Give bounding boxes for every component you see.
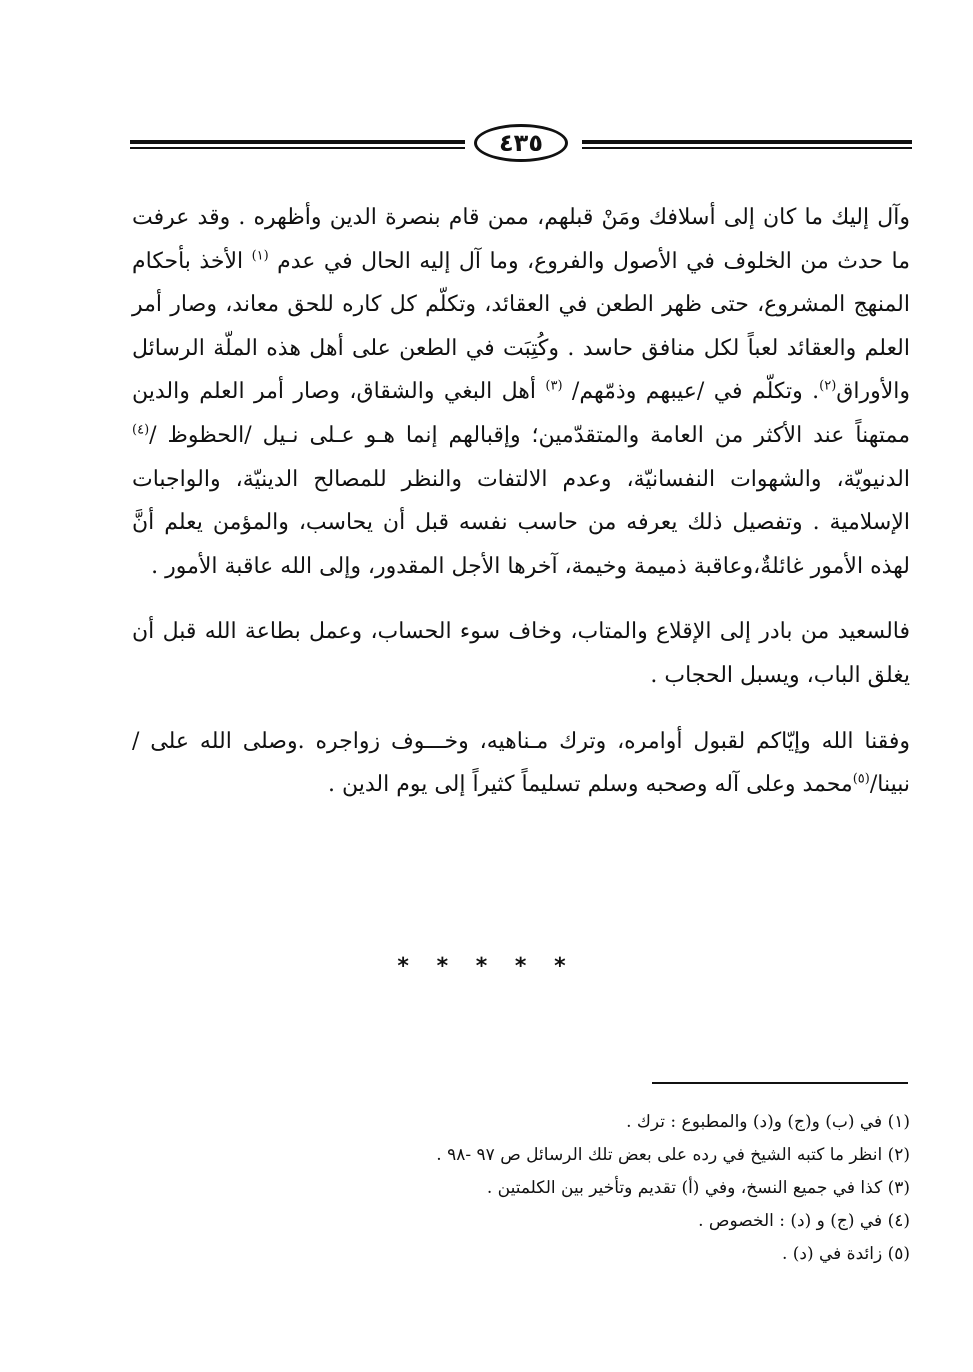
paragraph-1	[132, 196, 910, 588]
footnote-1: (١) في (ب) و(ج) و(د) والمطبوع : ترك .	[626, 1112, 910, 1132]
para1-text-2: الأخذ بأحكام المنهج المشروع، حتى ظهر الطعن في العقائد، وتكلّم كل كاره للحق معاند، وصار أمر العلم والعقائد لعباً لكل منافق حاسد . وكُتِبَت في الطعن على أهل هذه الملّة الرسائل والأوراق	[132, 248, 910, 405]
header-rule-left	[130, 140, 465, 152]
footnote-2: (٢) انظر ما كتبه الشيخ في رده على بعض تلك الرسائل ص ٩٧ -٩٨ .	[436, 1145, 910, 1165]
main-text	[132, 196, 910, 807]
header-rule-right	[582, 140, 912, 152]
footnote-ref-5: (٥)	[852, 771, 870, 787]
para3-text-2: محمد وعلى آله وصحبه وسلم تسليماً كثيراً إلى يوم الدين .	[328, 772, 853, 798]
para1-text-3: . وتكلّم في /عيبهم وذمّهم/	[562, 379, 820, 405]
footnote-rule	[652, 1082, 908, 1084]
para1-text-1: وآل إليك ما كان إلى أسلافك ومَنْ قبلهم، ممن قام بنصرة الدين وأظهره . وقد عرفت ما حدث من الخلوف في الأصول والفروع، وما آل إليه الحال في عدم	[132, 205, 910, 274]
para1-text-4: أهل البغي والشقاق، وصار أمر العلم والدين ممتهناً عند الأكثر من العامة والمتقدّمين؛ وإقبالهم إنما هـو عـلى نـيل /الحظوظ /	[132, 379, 910, 448]
footnote-ref-2: (٢)	[819, 379, 837, 395]
paragraph-2: فالسعيد من بادر إلى الإقلاع والمتاب، وخاف سوء الحساب، وعمل بطاعة الله قبل أن يغلق الباب، ويسبل الحجاب .	[132, 619, 910, 688]
footnotes	[250, 1106, 910, 1271]
footnote-ref-3: (٣)	[545, 379, 563, 395]
footnote-ref-1: (١)	[251, 248, 269, 264]
page-header	[130, 118, 912, 170]
footnote-ref-4: (٤)	[132, 422, 150, 438]
footnote-5: (٥) زائدة في (د) .	[781, 1244, 910, 1264]
paragraph-3	[132, 720, 910, 807]
section-divider: * * * * *	[397, 954, 576, 979]
footnote-4: (٤) في (ج) و (د) : الخصوص .	[698, 1211, 910, 1231]
page-number-frame	[474, 124, 568, 162]
footnote-3: (٣) كذا في جميع النسخ، وفي (أ) تقديم وتأخير بين الكلمتين .	[486, 1178, 910, 1198]
page-number: ٤٣٥	[499, 129, 543, 157]
para1-text-5: الدنيويّة، والشهوات النفسانيّة، وعدم الالتفات والنظر للمصالح الدينيّة، والواجبات الإسلامية . وتفصيل ذلك يعرفه من حاسب نفسه قبل أن يحاسب، والمؤمن يعلم أنَّ لهذه الأمور غائلةٌ،وعاقبة ذميمة وخيمة، آخرها الأجل المقدور، وإلى الله عاقبة الأمور .	[132, 466, 910, 579]
para3-text-1: وفقنا الله وإيّاكم لقبول أوامره، وترك مـناهيه، وخـــوف زواجره .وصلى الله على /نبينا/	[132, 728, 910, 798]
